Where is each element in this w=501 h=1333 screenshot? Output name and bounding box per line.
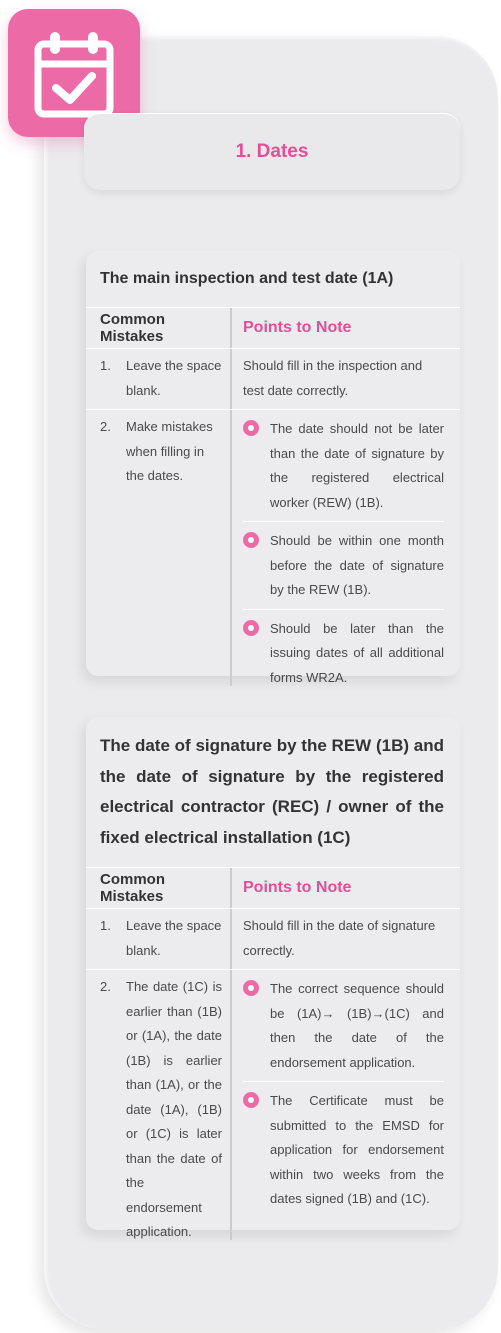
mistake-item: 2. The date (1C) is earlier than (1B) or (1A), the date (1B) is earlier than (1A), or the date (1A), (1B) or (1C) is later than the date of the endorsement application. [100,970,222,1245]
bullet-icon [243,620,259,636]
bullet-icon [243,420,259,436]
mistake-text: Make mistakes when filling in the dates. [126,419,213,483]
table-row [86,970,460,1240]
table-header [86,868,460,909]
table-row [86,349,460,410]
note-text: Should fill in the date of signature correctly. [243,918,436,958]
bullet-icon [243,1092,259,1108]
card-title: The main inspection and test date (1A) [86,251,460,308]
mistake-item: 1. Leave the space blank. [100,909,222,963]
bullet-icon [243,980,259,996]
mistake-text: Leave the space blank. [126,918,222,958]
mistake-text: Leave the space blank. [126,358,222,398]
list-item: The correct sequence should be (1A)→ (1B)→(1C) and then the date of the endorsement application. [243,970,444,1082]
calendar-check-icon [30,28,118,120]
points-to-note-header: Points to Note [243,319,352,336]
bullet-icon [243,532,259,548]
section-title: 1. Dates [84,113,460,190]
main-inspection-card [86,251,460,685]
note-text: Should fill in the inspection and test date correctly. [243,358,423,398]
list-item: The date should not be later than the date of signature by the registered electrical worker (REW) (1B). [243,410,444,522]
mistake-text: The date (1C) is earlier than (1B) or (1A), the date (1B) is earlier than (1A), or the date (1A), (1B) or (1C) is later than the date of the endorsement application. [126,979,222,1239]
list-item: Should be within one month before the date of signature by the REW (1B). [243,522,444,610]
mistake-item: 1. Leave the space blank. [100,349,222,403]
points-to-note-header: Points to Note [243,879,352,896]
list-item: Should be later than the issuing dates of all additional forms WR2A. [243,610,444,697]
card-title: The date of signature by the REW (1B) and the date of signature by the registered electrical contractor (REC) / owner of the fixed electrical installation (1C) [86,717,460,868]
common-mistakes-header: Common Mistakes [86,868,232,908]
table-header [86,308,460,349]
list-item: The Certificate must be submitted to the EMSD for application for endorsement within two weeks from the dates signed (1B) and (1C). [243,1082,444,1218]
table-row [86,909,460,970]
table-row [86,410,460,686]
common-mistakes-header: Common Mistakes [86,308,232,348]
mistake-item: 2. Make mistakes when filling in the dates. [100,410,222,489]
signature-date-card [86,717,460,1239]
